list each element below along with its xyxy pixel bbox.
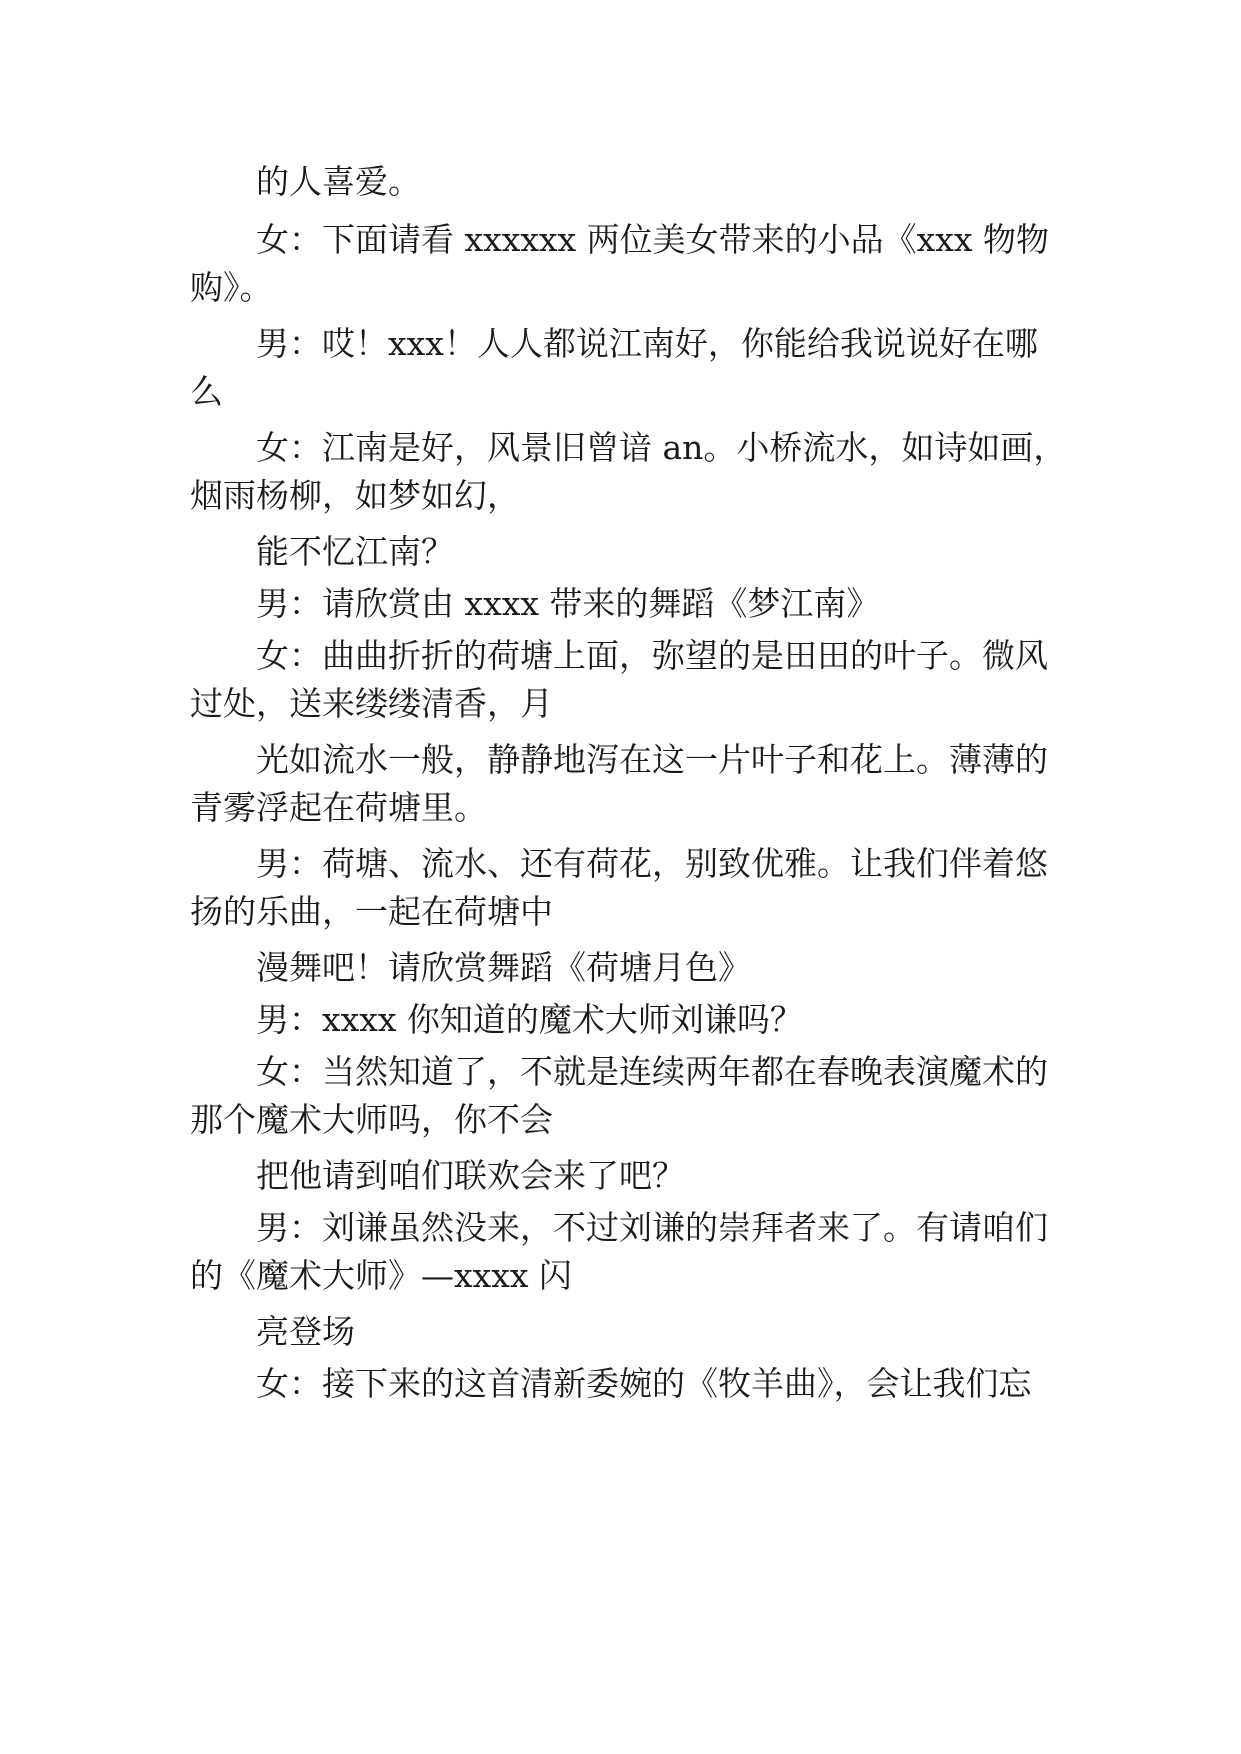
text-line: 男：请欣赏由 xxxx 带来的舞蹈《梦江南》 [256,584,880,623]
text-line: 么 [190,372,223,411]
text-line: 女：接下来的这首清新委婉的《牧羊曲》，会让我们忘 [256,1364,1032,1403]
text-line: 男：xxxx 你知道的魔术大师刘谦吗？ [256,1000,803,1039]
text-line: 女：下面请看 xxxxxx 两位美女带来的小品《xxx 物物 [256,220,1049,259]
text-line: 烟雨杨柳，如梦如幻， [190,476,520,515]
text-line: 女：曲曲折折的荷塘上面，弥望的是田田的叶子。微风 [256,636,1048,675]
text-line: 男：荷塘、流水、还有荷花，别致优雅。让我们伴着悠 [256,844,1048,883]
text-line: 把他请到咱们联欢会来了吧？ [256,1156,685,1195]
text-line: 的《魔术大师》—xxxx 闪 [190,1256,572,1295]
text-line: 男：哎！xxx！人人都说江南好，你能给我说说好在哪 [256,324,1038,363]
text-line: 能不忆江南？ [256,532,454,571]
text-line: 男：刘谦虽然没来，不过刘谦的崇拜者来了。有请咱们 [256,1208,1048,1247]
text-line: 那个魔术大师吗，你不会 [190,1100,553,1139]
text-line: 光如流水一般，静静地泻在这一片叶子和花上。薄薄的 [256,740,1048,779]
text-line: 过处，送来缕缕清香，月 [190,684,553,723]
text-line: 的人喜爱。 [256,162,421,201]
text-line: 亮登场 [256,1312,355,1351]
text-line: 扬的乐曲，一起在荷塘中 [190,892,553,931]
text-line: 购》。 [190,268,273,307]
text-line: 青雾浮起在荷塘里。 [190,788,487,827]
text-line: 女：江南是好，风景旧曾谙 an。小桥流水，如诗如画， [256,428,1067,467]
text-line: 漫舞吧！请欣赏舞蹈《荷塘月色》 [256,948,751,987]
text-line: 女：当然知道了，不就是连续两年都在春晚表演魔术的 [256,1052,1048,1091]
